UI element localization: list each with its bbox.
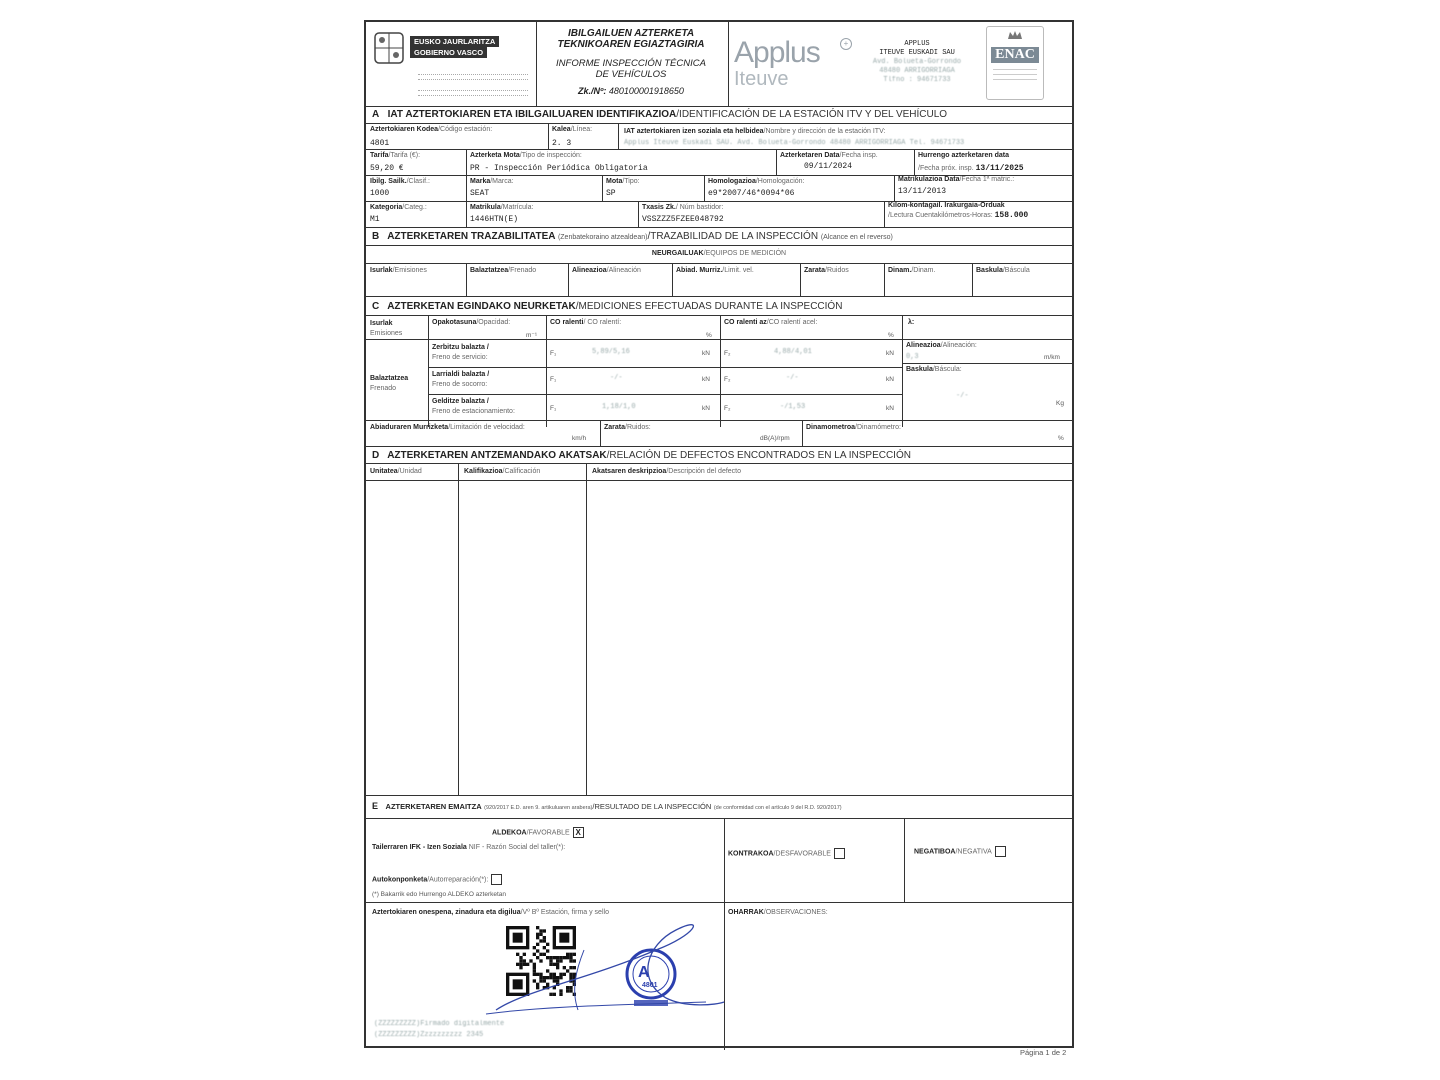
defects-col-rating: Kalifikazioa (464, 468, 503, 475)
fee-label: Tarifa (370, 152, 389, 159)
co-label: CO ralenti (550, 319, 584, 326)
noise-unit: dB(A)/rpm (760, 435, 790, 442)
emergency-brake-label: Larrialdi balazta / (432, 371, 490, 378)
alignment-label-es: /Alineación: (940, 342, 977, 349)
category-label-es: /Categ.: (402, 204, 427, 211)
lane: 2. 3 (552, 139, 572, 148)
station-name-label: IAT aztertokiaren izen soziala eta helbidea (624, 128, 764, 135)
section-e-title-es-sub: (de conformidad con el artículo 9 del R.D. 920/2017) (713, 805, 842, 811)
alignment-label: Alineazioa (906, 342, 941, 349)
equipment-col-label-es: /Frenado (508, 267, 537, 274)
defects-col-unit: Unitatea (370, 468, 398, 475)
km-label-es: /Lectura Cuentakilómetros-Horas: (888, 212, 993, 219)
section-b-title-es-sub: (Alcance en el reverso) (820, 234, 893, 241)
plate: 1446HTN(E) (470, 215, 519, 224)
section-d-title-es: /RELACIÓN DE DEFECTOS ENCONTRADOS EN LA INSPECCIÓN (606, 450, 911, 461)
equipment-col-4 (676, 267, 754, 274)
opacity-unit: m⁻¹ (526, 332, 538, 339)
equipment-col-label-es: /Limit. vel. (722, 267, 754, 274)
emergency-brake-f2: -/- (786, 374, 799, 382)
next-inspection-label: Hurrengo azterketaren data (918, 152, 1010, 159)
section-d-letter: D (372, 450, 380, 461)
equipment-col-label-es: /Báscula (1002, 267, 1030, 274)
emergency-brake-label-es: Freno de socorro: (432, 381, 488, 388)
vin-label: Txasis Zk. (642, 204, 676, 211)
gov-line2: GOBIERNO VASCO (410, 47, 487, 58)
favorable-label-es: /FAVORABLE (526, 829, 570, 837)
speed-limit-label: Abiaduraren Murrizketa (370, 424, 449, 431)
category: M1 (370, 215, 380, 224)
section-b-title-eu: AZTERKETAREN TRAZABILITATEA (387, 231, 556, 242)
equipment-col-label-es: /Emisiones (392, 267, 427, 274)
signature-label: Aztertokiaren onespena, zinadura eta digilua (372, 909, 521, 916)
vin: VSSZZZ5FZEE048792 (642, 215, 724, 224)
coat-of-arms-icon (372, 30, 406, 66)
report-title (536, 28, 726, 96)
unfavorable-label-es: /DESFAVORABLE (773, 850, 831, 858)
opacity-label: Opakotasuna (432, 319, 477, 326)
unfavorable-checkbox[interactable] (834, 848, 845, 859)
signature-label-es: /Vº Bº Estación, firma y sello (520, 909, 609, 916)
defects-col-rating-es: /Calificación (502, 468, 541, 475)
equipment-col-label: Zarata (804, 267, 826, 274)
co-accel-unit: % (888, 332, 894, 339)
equipment-col-label: Alineazioa (572, 267, 607, 274)
section-c-title (372, 301, 842, 312)
equipment-col-label: Isurlak (370, 267, 393, 274)
parking-brake-f2: -/1,53 (780, 403, 806, 411)
station-code: 4801 (370, 139, 390, 148)
enac-text: ENAC (991, 47, 1039, 63)
negative-label-es: /NEGATIVA (955, 848, 992, 856)
title-es-2: DE VEHÍCULOS (595, 69, 667, 80)
unfavorable-option[interactable] (728, 848, 845, 859)
co-unit: % (706, 332, 712, 339)
lambda-label: λ: (908, 319, 915, 326)
homologation-label: Homologazioa (708, 178, 756, 185)
service-brake-f2-unit: kN (886, 350, 894, 357)
braking-label-es: Frenado (370, 385, 397, 392)
equipment-col-label-es: /Ruidos (825, 267, 849, 274)
stamp-text: 4801 (642, 982, 658, 989)
svg-text:A: A (638, 964, 650, 981)
equipment-col-label: Baskula (976, 267, 1003, 274)
equipment-col-1 (370, 267, 427, 274)
section-b-title (372, 231, 893, 242)
inspection-date-label-es: /Fecha insp. (839, 152, 878, 159)
section-a-title-es: /IDENTIFICACIÓN DE LA ESTACIÓN ITV Y DEL VEHÍCULO (676, 109, 948, 120)
page-number: Página 1 de 2 (1020, 1048, 1067, 1057)
observations-label-es: /OBSERVACIONES: (763, 909, 828, 916)
km-label: Kilom-kontagail. Irakurgaia-Orduak (888, 202, 1005, 209)
iteuve-text: Iteuve (734, 68, 789, 90)
equipment-title-es: /EQUIPOS DE MEDICIÓN (703, 250, 787, 257)
negative-option[interactable] (914, 846, 1006, 857)
title-eu-2: TEKNIKOAREN EGIAZTAGIRIA (557, 39, 705, 50)
equipment-title (366, 250, 1072, 257)
lane-label: Kalea (552, 126, 571, 133)
section-e-title-eu-sub: (920/2017 E.D. aren 9. artikuluaren arabera) (484, 805, 593, 811)
report-number-label: Zk./Nº: (578, 86, 607, 96)
inspection-type-label: Azterketa Mota (470, 152, 520, 159)
self-repair-checkbox[interactable] (491, 874, 502, 885)
plate-label-es: /Matrícula: (500, 204, 534, 211)
equipment-col-6 (888, 267, 935, 274)
km: 158.000 (994, 211, 1029, 220)
scale-label-es: /Báscula: (932, 366, 962, 373)
fee: 59,20 € (370, 164, 404, 173)
equipment-col-3 (572, 267, 641, 274)
workshop-label-es: NIF - Razón Social del taller(*): (466, 844, 566, 851)
make-label-es: /Marca: (490, 178, 514, 185)
emissions-label-es: Emisiones (370, 330, 403, 337)
station-name-value: Applus Iteuve Euskadi SAU. Avd. Bolueta-Gorrondo 48480 ARRIGORRIAGA Tel. 94671733 (624, 139, 965, 147)
defects-col-desc: Akatsaren deskripzioa (592, 468, 667, 475)
class-label: Ibilg. Sailk. (370, 178, 407, 185)
equipment-title-eu: NEURGAILUAK (651, 250, 704, 257)
registration-date-label: Matrikulazioa Data (898, 176, 960, 183)
equipment-col-label: Abiad. Murriz. (676, 267, 723, 274)
emergency-brake-f1-unit: kN (702, 376, 710, 383)
crown-icon (1007, 30, 1023, 40)
basque-government-logo (372, 30, 522, 70)
registration-date: 13/11/2013 (898, 187, 947, 196)
parking-brake-f1: 1,18/1,0 (602, 403, 636, 411)
opacity-label-es: /Opacidad: (476, 319, 511, 326)
parking-brake-f1-unit: kN (702, 405, 710, 412)
signer-date: (ZZZZZZZZZ)Zzzzzzzzzz 2345 (374, 1031, 484, 1039)
section-e-title-es: /RESULTADO DE LA INSPECCIÓN (592, 802, 712, 811)
category-label: Kategoria (370, 204, 403, 211)
noise-label-es: /Ruidos: (625, 424, 651, 431)
service-brake-f1: 5,89/5,16 (592, 348, 630, 356)
co-accel-label: CO ralenti az (724, 319, 767, 326)
speed-limit-label-es: /Limitación de velocidad: (448, 424, 525, 431)
scale-label: Baskula (906, 366, 933, 373)
station-address-2: ITEUVE EUSKADI SAU (879, 49, 955, 57)
inspection-type-label-es: /Tipo de inspección: (519, 152, 582, 159)
scale-value: -/- (956, 392, 969, 400)
section-a-title (372, 109, 947, 120)
title-eu-1: IBILGAILUEN AZTERKETA (567, 28, 695, 39)
dyno-label: Dinamometroa (806, 424, 856, 431)
equipment-col-label: Dinam. (888, 267, 912, 274)
braking-label: Balaztatzea (370, 375, 409, 382)
next-inspection-label-es: /Fecha próx. insp. (918, 165, 974, 172)
favorable-note: (*) Bakarrik edo Hurrengo ALDEKO azterketan (372, 891, 507, 898)
section-c-title-es: /MEDICIONES EFECTUADAS DURANTE LA INSPECCIÓN (575, 301, 843, 312)
gov-line1: EUSKO JAURLARITZA (410, 36, 499, 47)
applus-logo (734, 38, 820, 90)
plate-label: Matrikula (470, 204, 501, 211)
defects-col-desc-es: /Descripción del defecto (666, 468, 742, 475)
equipment-col-label-es: /Alineación (606, 267, 641, 274)
applus-text: Applus (734, 36, 820, 69)
service-brake-f2: 4,88/4,01 (774, 348, 812, 356)
make-label: Marka (470, 178, 491, 185)
dyno-unit: % (1058, 435, 1064, 442)
inspection-report-page: EUSKO JAURLARITZA GOBIERNO VASCO IBILGAILUEN AZTERKETA TEKNIKOAREN EGIAZTAGIRIA INFORME INSPECCIÓN TÉCNICA DE VEHÍCULOS Zk./Nº: 480100001918650 Applus Iteuve + APPLUS ITEUVE EUSKADI SAU Avd. Bolueta-Gorrondo 48480 ARRIGORRIAGA Tlfno : 94671733 ENAC A IAT AZTERTOKIAREN ETA IBILGAILUAREN IDENTIFIKAZIOA/IDENTIFICACIÓN DE LA ESTACIÓN ITV Y DEL VEHÍCULO Aztertokiaren Kodea/Código estación: 4801 Kalea/Línea: 2. 3 IAT aztertokiaren izen soziala eta helbidea/Nombre y dirección de la estación ITV: Applus Iteuve Euskadi SAU. Avd. Bolueta-Gorrondo 48480 ARRIGORRIAGA Tel. 94671733 Tarifa/Tarifa (€): 59,20 € Azterketa Mota/Tipo de inspección: PR - Inspección Periódica Obligatoria Azterketaren Data/Fecha insp. 09/11/2024 Hurrengo azterketaren data /Fecha próx. insp. 13/11/2025 Ibilg. Sailk./Clasif.: 1000 Marka/Marca: SEAT Mota/Tipo: SP Homologazioa/Homologación: e9*2007/46*0094*06 Matrikulazioa Data/Fecha 1ª matric.: 13/11/2013 Kategoria/Categ.: M1 Matrikula/Matrícula: 1446HTN(E) Txasis Zk./ Núm bastidor: VSSZZZ5FZEE048792 Kilom-kontagail. Irakurgaia-Orduak /Lectura Cuentakilómetros-Horas: 158.000 B AZTERKETAREN TRAZABILITATEA (Zenbatekoraino atzealdean)/TRAZABILIDAD DE LA INSPECCIÓN (Alcance en el reverso) NEURGAILUAK/EQUIPOS DE MEDICIÓN C AZTERKETAN EGINDAKO NEURKETAK/MEDICIONES EFECTUADAS DURANTE LA INSPECCIÓN Isurlak Emisiones Opakotasuna/Opacidad: m⁻¹ CO ralenti/ CO ralentí: % CO ralenti az/CO ralentí acel: % λ: Balaztatzea Frenado Zerbitzu balazta / Freno de servicio: F₁ 5,89/5,16 kN F₂ 4,88/4,01 kN Larrialdi balazta / Freno de socorro: F₁ -/- kN F₂ -/- kN Gelditze balazta / Freno de estacionamiento: F₁ 1,18/1,0 kN F₂ -/1,53 kN Alineazioa/Alineación: 0,3 m/km Baskula/Báscula: -/- Kg Abiaduraren Murrizketa/Limitación de velocidad: km/h Zarata/Ruidos: dB(A)/rpm Dinamometroa/Dinamómetro: % D AZTERKETAREN ANTZEMANDAKO AKATSAK/RELACIÓN DE DEFECTOS ENCONTRADOS EN LA INSPECCIÓN Unitatea/Unidad Kalifikazioa/Calificación Akatsaren deskripzioa/Descripción del defecto E AZTERKETAREN EMAITZA (920/2017 E.D. aren 9. artikuluaren arabera)/RESULTADO DE LA INSPECCIÓN (de conformidad con el artículo 9 del R.D. 920/2017) ALDEKOA/FAVORABLE X Tailerraren IFK - Izen Soziala NIF - Razón Social del taller(*): Autokonponketa/Autorreparación(*): (*) Bakarrik edo Hurrengo ALDEKO azterketan KONTRAKOA/DESFAVORABLE NEGATIBOA/NEGATIVA Aztertokiaren onespena, zinadura eta digilua/Vº Bº Estación, firma y sello OHARRAK/OBSERVACIONES: A 4801 (ZZZZZZZZZ)Firmado digitalmente (ZZZZZZZZZ)Zzzzzzzzzz 2345 Isurlak/Emisiones Balaztatzea/Frenado Alineazioa/Alineación Abiad. Murriz./Limit. vel. Zarata/Ruidos Dinam./Dinam. Baskula/Báscula (364, 20, 1074, 1048)
co-label-es: / CO ralentí: (583, 319, 622, 326)
section-c-letter: C (372, 301, 380, 312)
service-brake-label: Zerbitzu balazta / (432, 344, 489, 351)
favorable-option[interactable] (492, 827, 584, 838)
section-e-title-eu: AZTERKETAREN EMAITZA (385, 802, 482, 811)
section-a-letter: A (372, 109, 380, 120)
section-e-letter: E (372, 801, 379, 811)
class-label-es: /Clasif.: (406, 178, 430, 185)
section-c-title-eu: AZTERKETAN EGINDAKO NEURKETAK (387, 301, 576, 312)
station-address: APPLUS ITEUVE EUSKADI SAU Avd. Bolueta-Gorrondo 48480 ARRIGORRIAGA Tlfno : 94671733 (862, 40, 972, 85)
plus-icon: + (840, 38, 852, 50)
self-repair-option[interactable] (372, 874, 502, 885)
vehicle-type: SP (606, 189, 616, 198)
station-name-label-es: /Nombre y dirección de la estación ITV: (763, 128, 886, 135)
unfavorable-label: KONTRAKOA (728, 850, 774, 858)
fee-label-es: /Tarifa (€): (388, 152, 421, 159)
observations-label: OHARRAK (728, 909, 764, 916)
station-code-label-es: /Código estación: (438, 126, 493, 133)
scale-unit: Kg (1056, 400, 1064, 407)
defects-list (366, 481, 1072, 794)
parking-brake-label-es: Freno de estacionamiento: (432, 408, 515, 415)
type-label: Mota (606, 178, 623, 185)
gov-subtext (418, 72, 528, 96)
section-a-title-eu: IAT AZTERTOKIAREN ETA IBILGAILUAREN IDENTIFIKAZIOA (387, 109, 677, 120)
dyno-label-es: /Dinamómetro: (855, 424, 901, 431)
service-brake-f1-unit: kN (702, 350, 710, 357)
homologation-label-es: /Homologación: (755, 178, 805, 185)
self-repair-label: Autokonponketa (372, 876, 428, 884)
inspection-type: PR - Inspección Periódica Obligatoria (470, 164, 648, 173)
self-repair-label-es: /Autorreparación(*): (427, 876, 489, 884)
service-brake-label-es: Freno de servicio: (432, 354, 488, 361)
parking-brake-label: Gelditze balazta / (432, 398, 489, 405)
station-code-label: Aztertokiaren Kodea (370, 126, 439, 133)
vehicle-class: 1000 (370, 189, 390, 198)
section-b-title-eu-sub: (Zenbatekoraino atzealdean) (557, 234, 648, 241)
favorable-checkbox[interactable]: X (573, 827, 584, 838)
alignment-unit: m/km (1044, 354, 1060, 361)
co-accel-label-es: /CO ralentí acel: (766, 319, 818, 326)
workshop-label: Tailerraren IFK - Izen Soziala (372, 844, 467, 851)
vin-label-es: / Núm bastidor: (675, 204, 724, 211)
equipment-col-7 (976, 267, 1030, 274)
emissions-label: Isurlak (370, 320, 393, 327)
alignment-value: 0,3 (906, 353, 919, 361)
section-e-title (372, 801, 842, 811)
next-inspection: 13/11/2025 (975, 164, 1024, 173)
inspection-date-label: Azterketaren Data (780, 152, 840, 159)
noise-label: Zarata (604, 424, 626, 431)
section-d-title-eu: AZTERKETAREN ANTZEMANDAKO AKATSAK (387, 450, 607, 461)
section-b-title-es: /TRAZABILIDAD DE LA INSPECCIÓN (647, 231, 819, 242)
lane-label-es: /Línea: (570, 126, 593, 133)
vehicle-make: SEAT (470, 189, 490, 198)
type-label-es: /Tipo: (622, 178, 640, 185)
section-d-title (372, 450, 911, 461)
inspection-date: 09/11/2024 (804, 162, 853, 171)
negative-checkbox[interactable] (995, 846, 1006, 857)
enac-logo (986, 26, 1044, 100)
signature (466, 910, 726, 1020)
emergency-brake-f1: -/- (610, 374, 623, 382)
equipment-col-label: Balaztatzea (470, 267, 509, 274)
section-b-letter: B (372, 231, 380, 242)
homologation: e9*2007/46*0094*06 (708, 189, 795, 198)
speed-unit: km/h (572, 435, 587, 442)
favorable-label: ALDEKOA (492, 829, 527, 837)
negative-label: NEGATIBOA (914, 848, 956, 856)
signer-id: (ZZZZZZZZZ)Firmado digitalmente (374, 1020, 505, 1028)
emergency-brake-f2-unit: kN (886, 376, 894, 383)
equipment-col-2 (470, 267, 536, 274)
title-es-1: INFORME INSPECCIÓN TÉCNICA (556, 58, 706, 69)
equipment-col-label-es: /Dinam. (911, 267, 936, 274)
registration-date-label-es: /Fecha 1ª matric.: (959, 176, 1015, 183)
defects-col-unit-es: /Unidad (397, 468, 422, 475)
report-number: 480100001918650 (608, 86, 684, 96)
equipment-col-5 (804, 267, 849, 274)
station-address-1: APPLUS (904, 40, 930, 48)
parking-brake-f2-unit: kN (886, 405, 894, 412)
